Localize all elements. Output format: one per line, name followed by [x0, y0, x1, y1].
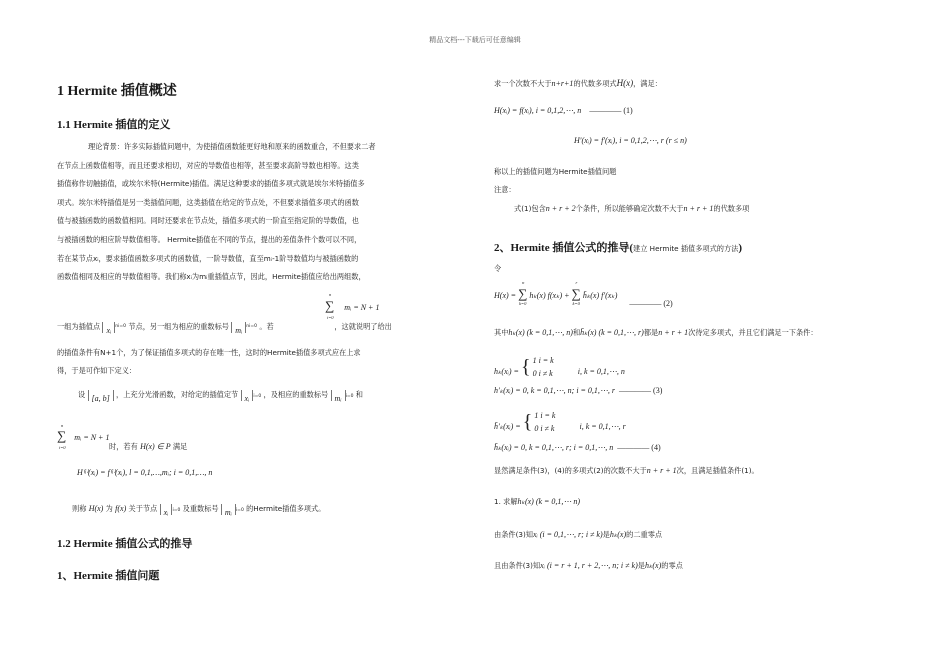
equation-tag: ———— (1) — [589, 106, 633, 115]
text: i=0 — [172, 508, 181, 513]
equation-tag: ———— (2) — [629, 299, 673, 308]
line-conditions: 的插值条件有N+1个，为了保证插值多项式的存在唯一性，这时的Hermite插值多项式应在上求 — [57, 348, 361, 357]
condition-3-piecewise — [494, 354, 625, 380]
math-count: n + r + 2 — [545, 204, 576, 213]
text: ) — [738, 242, 743, 254]
node-set — [160, 504, 173, 515]
text: xᵢ — [163, 507, 169, 517]
text: 由条件(3)知 — [494, 530, 533, 539]
line-find-polynomial — [494, 74, 662, 94]
multiplicity-set — [221, 504, 236, 515]
node-set — [102, 322, 115, 333]
text-line: 函数值相同及相应的导数值相等。我们称xᵢ为mᵢ重插值点节，因此，Hermite插值应给出两组数， — [57, 272, 366, 282]
math-degree: n + r + 1 — [658, 328, 689, 337]
line-problem-name: 称以上的插值问题为Hermite插值问题 — [494, 167, 617, 176]
text: hₖ(x) f(xₖ) + — [529, 291, 572, 300]
text: 设 — [78, 390, 86, 399]
brace-icon: { — [520, 355, 531, 378]
text: [a, b] — [91, 393, 110, 403]
text: h′ₖ(xᵢ) = 0, k = 0,1,⋯, n; i = 0,1,⋯, r — [494, 386, 616, 395]
interpolation-condition-equation: H⁽ʲ⁾(xᵢ) = f⁽ʲ⁾(xᵢ), l = 0,1,…,mᵢ; i = 0,1,…, n — [77, 468, 213, 477]
text: i=0 — [253, 394, 262, 399]
text: xᵢ — [106, 325, 112, 335]
text: H(x) = — [494, 291, 519, 300]
math-H: H(x) — [88, 504, 104, 513]
text: ，上充分光滑函数，对给定的插值定节 — [116, 390, 239, 399]
line-interp-points — [57, 318, 392, 337]
interval — [88, 390, 114, 401]
text: ，满足： — [633, 79, 662, 88]
text: 一组为插值点 — [57, 322, 101, 331]
piecewise-cases — [534, 409, 555, 435]
text-line: 与被插函数的相应阶导数值相等。 Hermite插值在不同的节点，提出的差值条件个数可以不同， — [57, 234, 362, 244]
text: H(xᵢ) = f(xᵢ), i = 0,1,2,⋯, n — [494, 106, 582, 115]
case-line: 1 i = k — [534, 411, 556, 420]
text: xᵢ — [244, 393, 250, 403]
text: i=0 — [118, 324, 127, 329]
text-line: 插值称作切触插值，或埃尔米特(Hermite)插值。满足这种要求的插值多项式就是埃尔米特插值多 — [57, 179, 365, 189]
text: mᵢ — [334, 393, 342, 403]
text-line: 在节点上函数值相等，而且还要求相切，对应的导数值也相等，甚至要求高阶导数也相等。这类 — [57, 160, 359, 170]
text: h̄′ₖ(xᵢ) = — [494, 421, 523, 431]
text: mᵢ — [235, 325, 243, 335]
sum-1 — [518, 280, 528, 306]
text: i, k = 0,1,⋯, r — [579, 421, 626, 431]
line-note-content — [514, 200, 749, 219]
case-line: 1 i = k — [532, 356, 554, 365]
sum-upper-limit: n — [61, 423, 64, 428]
text: 都是 — [643, 328, 659, 337]
brace-icon: { — [522, 410, 533, 433]
text: h̄ₖ(xᵢ) = 0, k = 0,1,⋯, r; i = 0,1,⋯, n — [494, 443, 614, 452]
text: 的二重零点 — [626, 530, 663, 539]
condition-3-derivative — [494, 386, 662, 395]
sum-multiplicity-formula — [325, 292, 380, 320]
sum-symbol: ∑ — [518, 286, 528, 301]
sum-lower-limit: i=0 — [59, 445, 66, 450]
math-h: hₖ(x) — [609, 530, 627, 539]
text-line: 项式。埃尔米特插值是另一类插值问题，这类插值在给定的节点处，不但要求插值多项式的函数 — [57, 197, 359, 207]
text: 关于节点 — [128, 504, 158, 513]
text: 满足 — [172, 442, 188, 451]
math-f: f(x) — [115, 504, 127, 513]
text: 则称 — [72, 504, 87, 513]
line-when — [109, 438, 187, 457]
section-1-title: 1 Hermite 插值概述 — [57, 84, 177, 99]
text: 2、Hermite 插值公式的推导( — [494, 242, 633, 254]
page-header: 精品文档---下载后可任意编辑 — [429, 36, 521, 44]
sum-upper-limit: r — [575, 280, 578, 285]
condition-4-piecewise — [494, 409, 626, 435]
line-obviously — [494, 462, 759, 481]
text: 式(1)包含 — [514, 204, 546, 213]
text: 其中 — [494, 328, 509, 337]
math-degree: n + r + 1 — [646, 466, 677, 475]
section-2-title — [494, 236, 742, 259]
sum-upper-limit: n — [522, 280, 525, 285]
text: i=0 — [235, 508, 244, 513]
condition-4-value — [494, 443, 661, 452]
sum-expression: mᵢ = N + 1 — [344, 303, 380, 312]
subsection-hermite-problem-title: 1、Hermite 插值问题 — [57, 570, 160, 582]
text: ，及相应的重数标号 — [263, 390, 329, 399]
line-then-called — [72, 500, 325, 521]
text: 且由条件(3)知 — [494, 561, 541, 570]
text: 1. 求解 — [494, 497, 518, 506]
equation-2 — [494, 280, 673, 308]
sum-multiplicity-formula-2 — [57, 423, 110, 450]
text: 次待定多项式，并且它们满足一下条件： — [688, 328, 818, 337]
sum-lower-limit: i=0 — [327, 315, 334, 320]
text: 求一个次数不大于 — [494, 79, 552, 88]
text: 的零点 — [661, 561, 683, 570]
line-simple-zero — [494, 557, 683, 576]
piecewise-cases — [533, 354, 554, 380]
node-set — [241, 390, 254, 401]
line-note-label: 注意： — [494, 185, 516, 194]
line-definition-intro: 得，于是可作如下定义： — [57, 366, 137, 375]
multiplicity-set — [231, 322, 246, 333]
text: 建立 Hermite 插值多项式的方法 — [633, 244, 739, 253]
text: i=0 — [345, 394, 354, 399]
equation-1-derivatives: H′(xᵢ) = f′(xᵢ), i = 0,1,2,⋯, r (r ≤ n) — [574, 136, 687, 145]
text-line: 若在某节点xᵢ，要求插值函数多项式的函数值，一阶导数值，直至mᵢ-1阶导数值均与被插函数的 — [57, 253, 359, 263]
section-1-1-title: 1.1 Hermite 插值的定义 — [57, 119, 171, 131]
text: 的代数多项 — [713, 204, 750, 213]
text: n — [246, 324, 250, 329]
text: 的代数多项式 — [573, 79, 617, 88]
case-line: 0 i ≠ k — [534, 424, 555, 433]
text: 是 — [637, 561, 645, 570]
text: h̄ₖ(x) f′(xₖ) — [582, 291, 618, 300]
line-given-function — [78, 386, 363, 407]
math-H: H(x) — [616, 78, 634, 88]
text: 显然满足条件(3)，(4)的多项式(2)的次数不大于 — [494, 466, 647, 475]
sum-symbol: ∑ — [325, 298, 335, 313]
text: 次，且满足插值条件(1)。 — [676, 466, 759, 475]
line-let: 令 — [494, 264, 502, 273]
equation-tag: ———— (4) — [617, 443, 661, 452]
sum-symbol: ∑ — [571, 286, 581, 301]
sum-lower-limit: k=0 — [519, 301, 527, 306]
text: mᵢ — [224, 507, 232, 517]
text-line: 值与被插函数的函数值相同。同时还要求在节点处，插值多项式的一阶直至指定阶的导数值，也 — [57, 216, 359, 226]
math-h: hₖ(x) — [644, 561, 662, 570]
line-where — [494, 324, 818, 343]
text: 和 — [572, 328, 581, 337]
text: 时，若有 — [109, 442, 138, 451]
section-1-2-title: 1.2 Hermite 插值公式的推导 — [57, 538, 193, 550]
math-nodes: xᵢ (i = r + 1, r + 2,⋯, n; i ≠ k) — [540, 561, 638, 570]
case-line: 0 i ≠ k — [532, 369, 553, 378]
math-hbar: h̄ₖ(x) (k = 0,1,⋯, r) — [580, 328, 644, 337]
text: 和 — [355, 390, 363, 399]
math-h: hₖ(x) (k = 0,1,⋯, n) — [508, 328, 573, 337]
text: 是 — [602, 530, 610, 539]
text: 为 — [105, 504, 113, 513]
text: i, k = 0,1,⋯, n — [577, 366, 625, 376]
math-degree: n + r + 1 — [683, 204, 714, 213]
text: 的Hermite插值多项式。 — [246, 504, 326, 513]
text: 个条件，所以能够确定次数不大于 — [575, 204, 684, 213]
text: n — [115, 324, 119, 329]
sum-symbol: ∑ — [57, 428, 67, 443]
text: i=0 — [249, 324, 258, 329]
text: ，这就说明了给出 — [334, 322, 392, 331]
text-line: 理论背景：许多实际插值问题中，为使插值函数能更好地和原来的函数重合，不但要求二者 — [88, 142, 376, 151]
multiplicity-set — [331, 390, 346, 401]
math-h: hₖ(x) (k = 0,1,⋯ n) — [517, 497, 581, 506]
math-nodes: xᵢ (i = 0,1,⋯, r; i ≠ k) — [532, 530, 603, 539]
equation-tag: ———— (3) — [619, 386, 663, 395]
line-solve-h — [494, 493, 580, 512]
sum-lower-limit: k=0 — [572, 301, 580, 306]
paragraph-theory — [57, 138, 462, 287]
text: 及重数标号 — [182, 504, 219, 513]
equation-1-values — [494, 106, 633, 115]
text: 。若 — [259, 322, 274, 331]
sum-upper-limit: n — [329, 292, 332, 297]
math-condition: H(x) ∈ P — [140, 442, 171, 451]
text: hₖ(xᵢ) = — [494, 366, 521, 376]
sum-2 — [571, 280, 581, 306]
text: 节点，另一组为相应的重数标号 — [128, 322, 229, 331]
sum-expression: mᵢ = N + 1 — [74, 433, 110, 442]
math-degree: n+r+1 — [551, 79, 574, 88]
line-double-zero — [494, 526, 662, 545]
